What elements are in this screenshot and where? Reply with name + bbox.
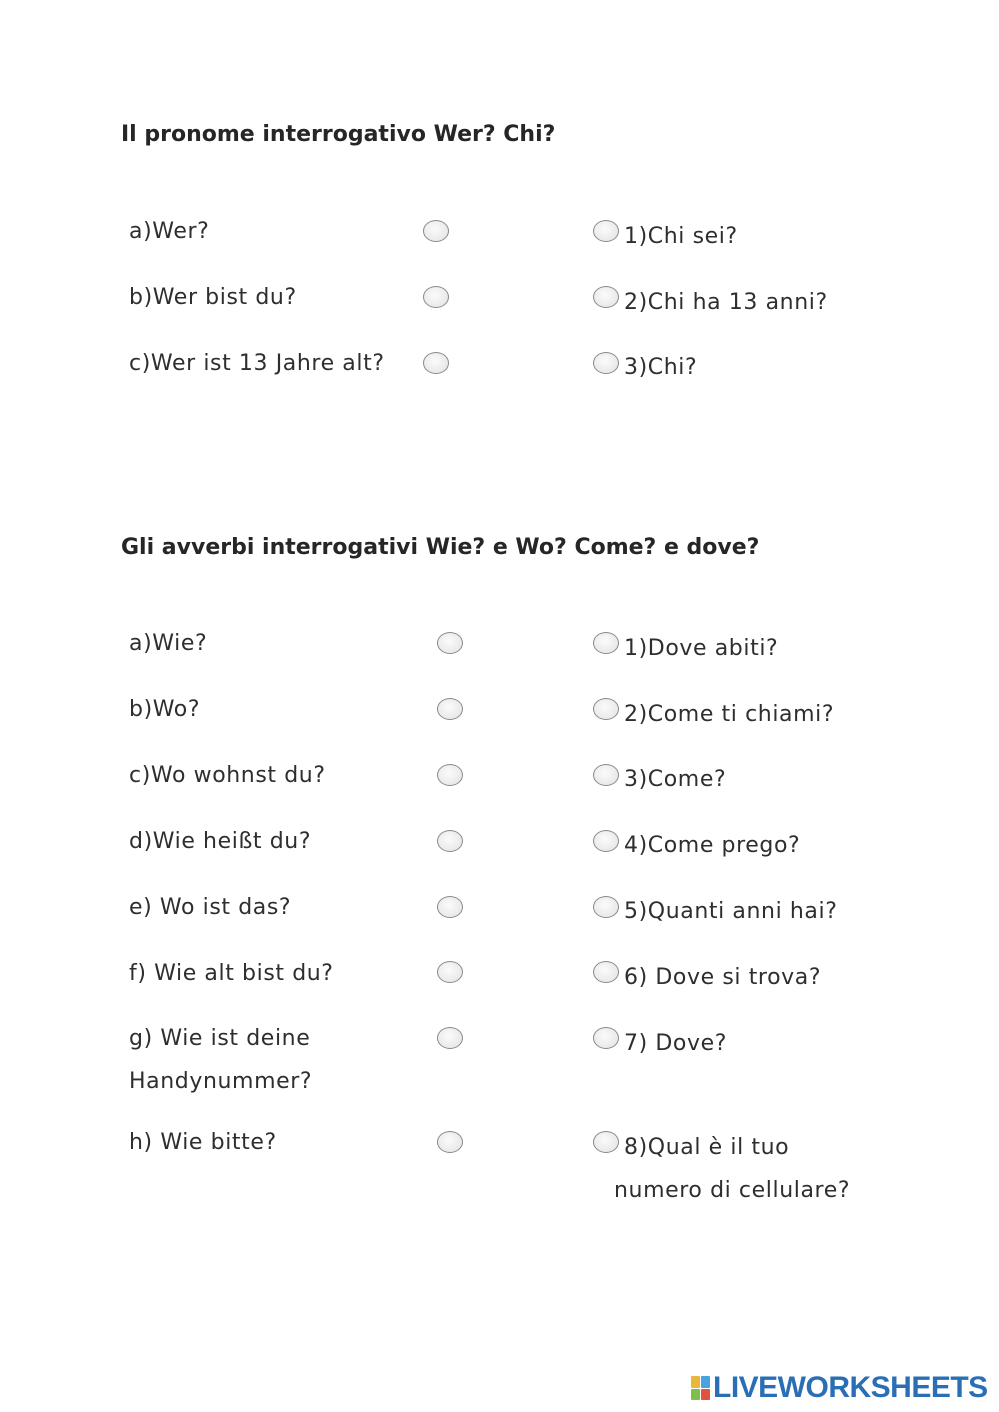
- section2-left-item-h: h) Wie bitte?: [129, 1130, 277, 1155]
- section2-right-item-1: 1)Dove abiti?: [624, 636, 779, 661]
- section2-right-radio-2[interactable]: [593, 698, 619, 720]
- section2-left-radio-g[interactable]: [437, 1027, 463, 1049]
- section2-right-item-7: 7) Dove?: [624, 1031, 728, 1056]
- section2-right-radio-7[interactable]: [593, 1027, 619, 1049]
- section2-left-item-c: c)Wo wohnst du?: [129, 763, 326, 788]
- logo-mark-square: [691, 1376, 700, 1388]
- logo-mark-square: [691, 1389, 700, 1401]
- liveworksheets-logo-icon: [691, 1376, 710, 1400]
- section1-left-radio-c[interactable]: [423, 352, 449, 374]
- section2-right-item-6: 6) Dove si trova?: [624, 965, 822, 990]
- section1-right-radio-1[interactable]: [593, 220, 619, 242]
- section2-right-item-8: 8)Qual è il tuo: [624, 1135, 790, 1160]
- section2-left-radio-h[interactable]: [437, 1131, 463, 1153]
- section1-left-radio-b[interactable]: [423, 286, 449, 308]
- section2-left-item-e: e) Wo ist das?: [129, 895, 292, 920]
- section2-left-item-f: f) Wie alt bist du?: [129, 961, 334, 986]
- logo-mark-square: [701, 1376, 710, 1388]
- section2-right-item-3: 3)Come?: [624, 767, 727, 792]
- liveworksheets-logo: [691, 1372, 988, 1404]
- section1-left-item-a: a)Wer?: [129, 219, 210, 244]
- section2-left-radio-d[interactable]: [437, 830, 463, 852]
- section2-left-radio-a[interactable]: [437, 632, 463, 654]
- section2-right-radio-8[interactable]: [593, 1131, 619, 1153]
- section1-left-radio-a[interactable]: [423, 220, 449, 242]
- section2-left-radio-c[interactable]: [437, 764, 463, 786]
- section2-right-radio-4[interactable]: [593, 830, 619, 852]
- section2-left-item-d: d)Wie heißt du?: [129, 829, 312, 854]
- section2-right-item-5: 5)Quanti anni hai?: [624, 899, 838, 924]
- section1-right-radio-2[interactable]: [593, 286, 619, 308]
- section2-right-radio-3[interactable]: [593, 764, 619, 786]
- section2-left-radio-e[interactable]: [437, 896, 463, 918]
- liveworksheets-logo-text: LIVEWORKSHEETS: [713, 1371, 988, 1404]
- section2-left-item-g: g) Wie ist deine: [129, 1026, 311, 1051]
- section2-left-item-a: a)Wie?: [129, 631, 208, 656]
- section2-left-radio-b[interactable]: [437, 698, 463, 720]
- section1-right-item-3: 3)Chi?: [624, 355, 698, 380]
- section1-right-radio-3[interactable]: [593, 352, 619, 374]
- section2-right-radio-6[interactable]: [593, 961, 619, 983]
- section2-right-item-4: 4)Come prego?: [624, 833, 801, 858]
- section2-title: Gli avverbi interrogativi Wie? e Wo? Come? e dove?: [121, 535, 760, 560]
- section2-right-radio-5[interactable]: [593, 896, 619, 918]
- logo-mark-square: [701, 1389, 710, 1401]
- section2-right-radio-1[interactable]: [593, 632, 619, 654]
- section2-left-radio-f[interactable]: [437, 961, 463, 983]
- section2-right-item-2: 2)Come ti chiami?: [624, 702, 835, 727]
- section1-left-item-b: b)Wer bist du?: [129, 285, 297, 310]
- section1-title: Il pronome interrogativo Wer? Chi?: [121, 122, 556, 147]
- section1-right-item-1: 1)Chi sei?: [624, 224, 738, 249]
- section2-left-item-g-cont: Handynummer?: [129, 1069, 313, 1094]
- section1-right-item-2: 2)Chi ha 13 anni?: [624, 290, 828, 315]
- section2-right-item-8-cont: numero di cellulare?: [614, 1178, 851, 1203]
- section2-left-item-b: b)Wo?: [129, 697, 201, 722]
- section1-left-item-c: c)Wer ist 13 Jahre alt?: [129, 351, 385, 376]
